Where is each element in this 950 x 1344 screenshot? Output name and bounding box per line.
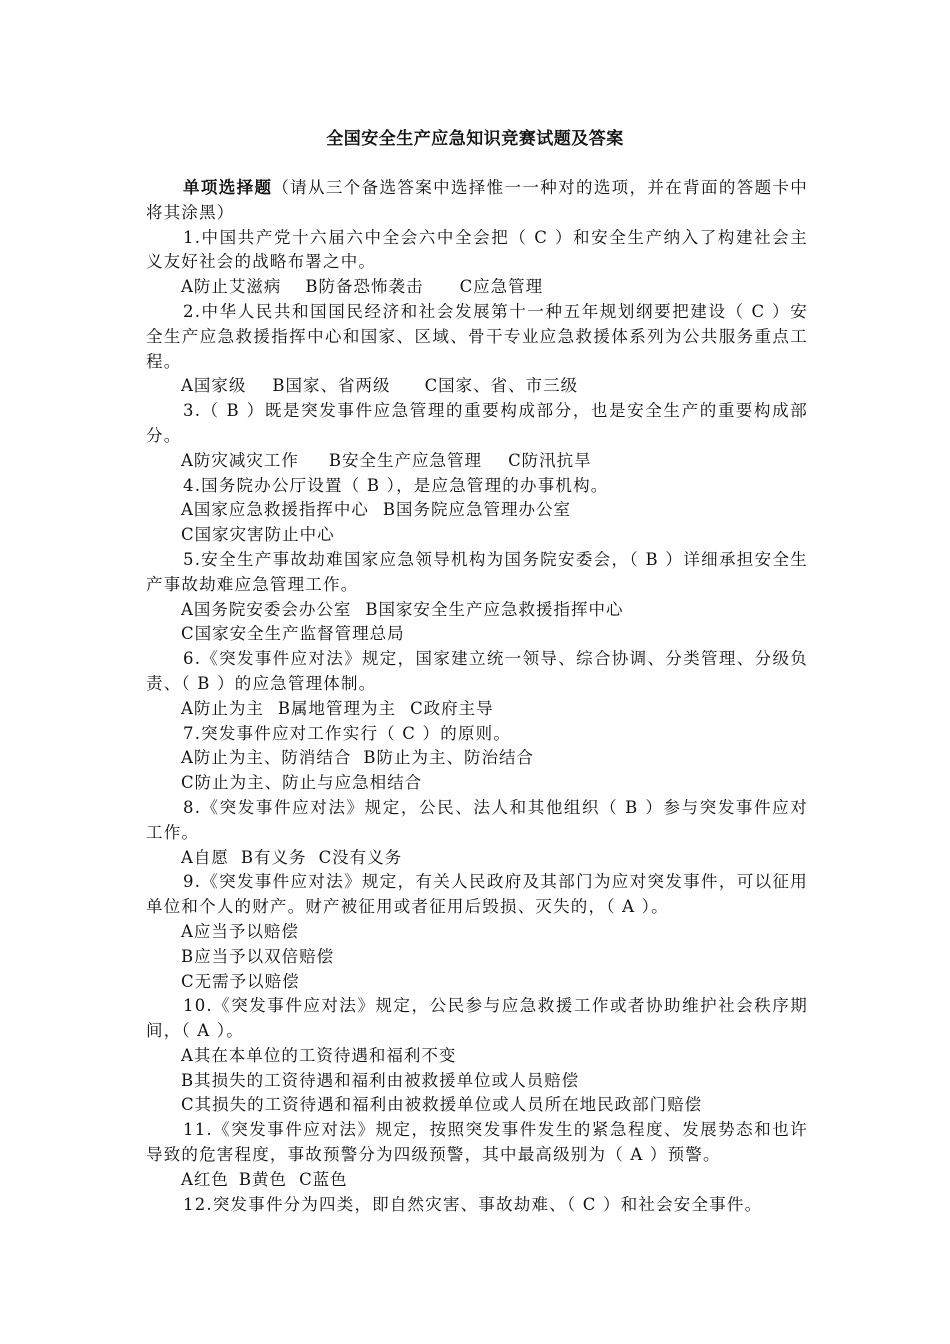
answer-option: C防汛抗旱 — [508, 450, 592, 470]
option-line — [146, 920, 808, 945]
option-line — [146, 771, 808, 796]
answer-option: B其损失的工资待遇和福利由被救援单位或人员赔偿 — [181, 1070, 580, 1090]
section-instruction: （请从三个备选答案中选择惟一一种对的选项，并在背面的答题卡中将其涂黑） — [146, 178, 809, 222]
document-title: 全国安全生产应急知识竞赛试题及答案 — [326, 129, 624, 149]
option-line — [146, 970, 808, 995]
answer-option: C国家、省、市三级 — [424, 376, 579, 396]
answer-option: A防灾减灾工作 — [181, 450, 299, 470]
answer-option: A自愿 — [181, 847, 229, 867]
question-text: 10.《突发事件应对法》规定，公民参与应急救援工作或者协助维护社会秩序期间，（ A ）。 — [146, 996, 808, 1041]
section-intro — [146, 176, 808, 226]
question-text: 11.《突发事件应对法》规定，按照突发事件发生的紧急程度、发展势态和也许导致的危害程度，事故预警分为四级预警，其中最高级别为（ A ）预警。 — [146, 1120, 808, 1165]
answer-option: A国务院安委会办公室 — [181, 599, 352, 619]
question-text: 9.《突发事件应对法》规定，有关人民政府及其部门为应对突发事件，可以征用单位和个人的财产。财产被征用或者征用后毁损、灭失的，（ A ）。 — [146, 872, 808, 917]
option-line — [146, 523, 808, 548]
question-list — [146, 226, 808, 1218]
answer-option: B防备恐怖袭击 — [305, 277, 424, 297]
answer-option: B防止为主、防治结合 — [363, 748, 535, 768]
answer-option: C无需予以赔偿 — [181, 971, 300, 991]
option-line — [146, 498, 808, 523]
option-line — [146, 1069, 808, 1094]
answer-option: C应急管理 — [459, 277, 544, 297]
answer-option: B国家安全生产应急救援指挥中心 — [365, 599, 624, 619]
question-text: 4.国务院办公厅设置（ B ），是应急管理的办事机构。 — [183, 475, 609, 495]
option-line — [146, 374, 808, 399]
answer-option: B属地管理为主 — [277, 698, 397, 718]
answer-option: A防止艾滋病 — [181, 277, 282, 297]
answer-option: C国家安全生产监督管理总局 — [181, 624, 405, 644]
option-line — [146, 945, 808, 970]
question-text: 6.《突发事件应对法》规定，国家建立统一领导、综合协调、分类管理、分级负责、（ B ）的应急管理体制。 — [146, 649, 808, 693]
option-line — [146, 598, 808, 623]
option-line — [146, 1168, 808, 1193]
answer-option: C没有义务 — [318, 847, 403, 867]
option-line — [146, 449, 808, 474]
answer-option: A国家应急救援指挥中心 — [181, 500, 369, 520]
option-line — [146, 746, 808, 771]
answer-option: A防止为主 — [181, 698, 264, 718]
answer-option: B安全生产应急管理 — [328, 450, 483, 470]
answer-option: C蓝色 — [299, 1169, 348, 1189]
answer-option: B有义务 — [240, 847, 307, 867]
answer-option: A应当予以赔偿 — [181, 921, 299, 941]
question-text: 2.中华人民共和国国民经济和社会发展第十一种五年规划纲要把建设（ C ）安全生产应急救援指挥中心和国家、区域、骨干专业应急救援体系列为公共服务重点工程。 — [146, 301, 808, 371]
section-heading: 单项选择题 — [183, 178, 273, 197]
question-text: 5.安全生产事故劫难国家应急领导机构为国务院安委会，（ B ）详细承担安全生产事故劫难应急管理工作。 — [146, 549, 808, 594]
option-line — [146, 697, 808, 722]
question-text: 8.《突发事件应对法》规定，公民、法人和其他组织（ B ）参与突发事件应对工作。 — [146, 797, 808, 842]
question-text: 3.（ B ）既是突发事件应急管理的重要构成部分，也是安全生产的重要构成部分。 — [146, 401, 808, 445]
answer-option: B应当予以双倍赔偿 — [181, 946, 335, 966]
answer-option: C政府主导 — [410, 698, 494, 718]
question-text: 12.突发事件分为四类，即自然灾害、事故劫难、（ C ）和社会安全事件。 — [183, 1194, 763, 1214]
answer-option: C国家灾害防止中心 — [181, 525, 335, 545]
answer-option: B黄色 — [238, 1169, 288, 1189]
answer-option: A防止为主、防消结合 — [181, 748, 352, 768]
answer-option: A其在本单位的工资待遇和福利不变 — [181, 1045, 457, 1065]
answer-option: C防止为主、防止与应急相结合 — [181, 773, 423, 793]
answer-option: B国务院应急管理办公室 — [382, 500, 572, 520]
question-text: 1.中国共产党十六届六中全会六中全会把（ C ）和安全生产纳入了构建社会主义友好社会的战略布署之中。 — [146, 227, 808, 272]
option-line — [146, 1093, 808, 1118]
question-text: 7.突发事件应对工作实行（ C ）的原则。 — [183, 723, 512, 743]
answer-option: C其损失的工资待遇和福利由被救援单位或人员所在地民政部门赔偿 — [181, 1095, 703, 1115]
answer-option: A国家级 — [181, 376, 247, 396]
option-line — [146, 846, 808, 871]
option-line — [146, 622, 808, 647]
option-line — [146, 275, 808, 300]
answer-option: A红色 — [181, 1169, 229, 1189]
document-body — [146, 176, 808, 1217]
answer-option: B国家、省两级 — [272, 376, 391, 396]
option-line — [146, 1044, 808, 1069]
